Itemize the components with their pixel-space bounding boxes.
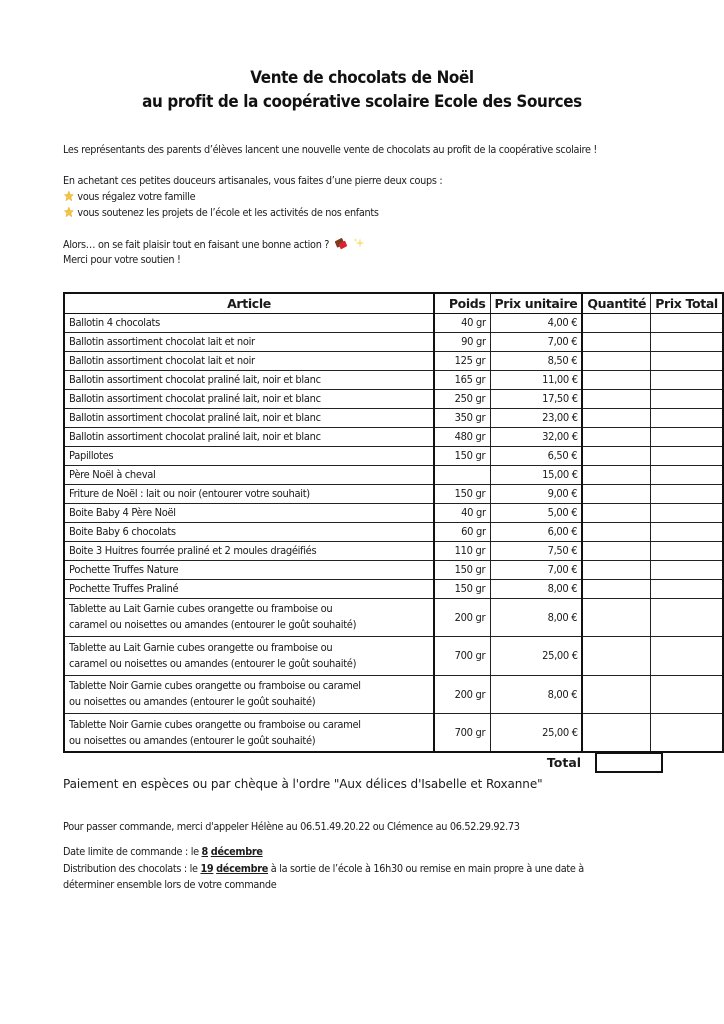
order-deadline: Date limite de commande : le 8 décembre (63, 845, 263, 858)
table-row (64, 579, 723, 598)
quantity-cell[interactable] (582, 579, 650, 598)
payment-info: Paiement en espèces ou par chèque à l'ordre "Aux délices d'Isabelle et Roxanne" (63, 777, 543, 791)
unit-price: 23,00 € (541, 411, 578, 424)
distribution-info-line2: déterminer ensemble lors de votre commande (63, 878, 277, 891)
total-price-cell[interactable] (651, 598, 723, 637)
order-table (63, 292, 724, 753)
weight: 700 gr (454, 726, 486, 739)
total-price-cell[interactable] (651, 675, 723, 714)
article-name: Ballotin assortiment chocolat praliné lait, noir et blanc (69, 373, 321, 386)
total-price-cell[interactable] (651, 560, 723, 579)
unit-price: 7,50 € (547, 544, 578, 557)
benefit-item-2 (63, 206, 379, 219)
table-row (64, 332, 723, 351)
col-header-quantite: Quantité (582, 293, 650, 313)
unit-price: 17,50 € (541, 392, 578, 405)
distribution-month: décembre (216, 862, 269, 875)
quantity-cell[interactable] (582, 389, 650, 408)
weight: 90 gr (460, 335, 486, 348)
star-icon (63, 190, 75, 202)
benefit-text: vous régalez votre famille (77, 190, 196, 203)
quantity-cell[interactable] (582, 370, 650, 389)
article-name: Ballotin assortiment chocolat praliné lait, noir et blanc (69, 411, 321, 424)
quantity-cell[interactable] (582, 541, 650, 560)
weight: 150 gr (454, 582, 486, 595)
sparkles-icon (354, 237, 366, 250)
quantity-cell[interactable] (582, 465, 650, 484)
table-row (64, 465, 723, 484)
table-row (64, 522, 723, 541)
col-header-prix-total: Prix Total (651, 293, 723, 313)
distribution-info: Distribution des chocolats : le 19 décembre à la sortie de l’école à 16h30 ou remise en main propre à une date à (63, 862, 584, 875)
quantity-cell[interactable] (582, 446, 650, 465)
deadline-month: décembre (210, 845, 263, 858)
weight: 200 gr (454, 610, 486, 624)
weight: 60 gr (460, 525, 486, 538)
table-row (64, 503, 723, 522)
unit-price: 6,50 € (547, 449, 578, 462)
weight: 150 gr (454, 449, 486, 462)
total-price-cell[interactable] (651, 714, 723, 753)
total-price-cell[interactable] (651, 446, 723, 465)
weight: 200 gr (454, 687, 486, 701)
table-row (64, 541, 723, 560)
total-price-cell[interactable] (651, 313, 723, 332)
quantity-cell[interactable] (582, 637, 650, 676)
quantity-cell[interactable] (582, 427, 650, 446)
article-name: Tablette au Lait Garnie cubes orangette ou framboise ou caramel ou noisettes ou amandes (entourer le goût souhaité) (69, 640, 357, 670)
weight: 40 gr (460, 316, 486, 329)
article-name: Ballotin assortiment chocolat praliné lait, noir et blanc (69, 392, 321, 405)
quantity-cell[interactable] (582, 675, 650, 714)
unit-price: 15,00 € (541, 468, 578, 481)
quantity-cell[interactable] (582, 332, 650, 351)
article-name: Boite 3 Huitres fourrée praliné et 2 moules dragéifiés (69, 544, 317, 557)
quantity-cell[interactable] (582, 598, 650, 637)
col-header-prix-unitaire: Prix unitaire (490, 293, 582, 313)
table-row (64, 389, 723, 408)
weight: 165 gr (454, 373, 486, 386)
article-name: Pochette Truffes Nature (69, 563, 179, 576)
unit-price: 7,00 € (547, 563, 578, 576)
quantity-cell[interactable] (582, 313, 650, 332)
table-row (64, 714, 723, 753)
weight: 250 gr (454, 392, 486, 405)
article-name: Papillotes (69, 449, 114, 462)
weight: 150 gr (454, 563, 486, 576)
total-price-cell[interactable] (651, 389, 723, 408)
total-price-cell[interactable] (651, 637, 723, 676)
table-header-row (64, 293, 723, 313)
unit-price: 7,00 € (547, 335, 578, 348)
total-price-cell[interactable] (651, 351, 723, 370)
weight: 480 gr (454, 430, 486, 443)
quantity-cell[interactable] (582, 522, 650, 541)
total-price-cell[interactable] (651, 427, 723, 446)
page-title-line1: Vente de chocolats de Noël (250, 68, 474, 87)
page-title-line2: au profit de la coopérative scolaire Ecole des Sources (142, 92, 582, 111)
grand-total-field[interactable] (595, 753, 663, 773)
benefit-text: vous soutenez les projets de l’école et les activités de nos enfants (77, 206, 379, 219)
table-row (64, 313, 723, 332)
article-name: Père Noël à cheval (69, 468, 156, 481)
table-row (64, 560, 723, 579)
chocolate-bar-icon (335, 237, 349, 250)
thanks-text: Merci pour votre soutien ! (63, 253, 181, 266)
total-price-cell[interactable] (651, 522, 723, 541)
total-price-cell[interactable] (651, 579, 723, 598)
weight: 150 gr (454, 487, 486, 500)
total-price-cell[interactable] (651, 503, 723, 522)
article-name: Ballotin 4 chocolats (69, 316, 160, 329)
benefit-item-1 (63, 190, 195, 203)
distribution-day: 19 (200, 862, 214, 875)
contact-info: Pour passer commande, merci d'appeler Hélène au 06.51.49.20.22 ou Clémence au 06.52.29.92.73 (63, 820, 520, 833)
table-row (64, 370, 723, 389)
quantity-cell[interactable] (582, 351, 650, 370)
article-name: Tablette au Lait Garnie cubes orangette ou framboise ou caramel ou noisettes ou amandes (entourer le goût souhaité) (69, 602, 357, 632)
weight: 125 gr (454, 354, 486, 367)
intro-paragraph: Les représentants des parents d’élèves lancent une nouvelle vente de chocolats au profit de la coopérative scolaire ! (63, 143, 597, 156)
unit-price: 6,00 € (547, 525, 578, 538)
weight: 350 gr (454, 411, 486, 424)
unit-price: 25,00 € (541, 649, 578, 663)
article-name: Ballotin assortiment chocolat lait et noir (69, 354, 255, 367)
col-header-poids: Poids (434, 293, 490, 313)
table-row (64, 351, 723, 370)
total-price-cell[interactable] (651, 541, 723, 560)
unit-price: 5,00 € (547, 506, 578, 519)
total-price-cell[interactable] (651, 332, 723, 351)
total-price-cell[interactable] (651, 408, 723, 427)
grand-total-label: Total (546, 755, 582, 770)
quantity-cell[interactable] (582, 484, 650, 503)
total-price-cell[interactable] (651, 370, 723, 389)
total-price-cell[interactable] (651, 484, 723, 503)
intro-benefits-lead: En achetant ces petites douceurs artisanales, vous faites d’une pierre deux coups : (63, 174, 443, 187)
article-name: Ballotin assortiment chocolat praliné lait, noir et blanc (69, 430, 321, 443)
table-row (64, 598, 723, 637)
table-row (64, 637, 723, 676)
article-name: Ballotin assortiment chocolat lait et noir (69, 335, 255, 348)
deadline-day: 8 (201, 845, 209, 858)
article-name: Tablette Noir Garnie cubes orangette ou framboise ou caramel ou noisettes ou amandes (entourer le goût souhaité) (69, 717, 361, 747)
unit-price: 11,00 € (541, 373, 578, 386)
article-name: Boite Baby 4 Père Noël (69, 506, 176, 519)
article-name: Pochette Truffes Praliné (69, 582, 179, 595)
unit-price: 8,50 € (547, 354, 578, 367)
quantity-cell[interactable] (582, 408, 650, 427)
weight: 700 gr (454, 649, 486, 663)
col-header-article: Article (64, 293, 434, 313)
star-icon (63, 206, 75, 218)
article-name: Friture de Noël : lait ou noir (entourer votre souhait) (69, 487, 310, 500)
call-to-action (63, 237, 365, 251)
quantity-cell[interactable] (582, 503, 650, 522)
total-price-cell[interactable] (651, 465, 723, 484)
weight: 40 gr (460, 506, 486, 519)
unit-price: 8,00 € (547, 687, 578, 701)
table-row (64, 446, 723, 465)
unit-price: 8,00 € (547, 610, 578, 624)
article-name: Tablette Noir Garnie cubes orangette ou framboise ou caramel ou noisettes ou amandes (entourer le goût souhaité) (69, 679, 361, 709)
cta-text: Alors… on se fait plaisir tout en faisant une bonne action ? (63, 238, 330, 251)
weight: 110 gr (454, 544, 486, 557)
quantity-cell[interactable] (582, 560, 650, 579)
table-row (64, 408, 723, 427)
table-row (64, 427, 723, 446)
grand-total-row (533, 753, 663, 773)
unit-price: 32,00 € (541, 430, 578, 443)
unit-price: 4,00 € (547, 316, 578, 329)
unit-price: 8,00 € (547, 582, 578, 595)
table-row (64, 484, 723, 503)
article-name: Boite Baby 6 chocolats (69, 525, 176, 538)
table-row (64, 675, 723, 714)
unit-price: 9,00 € (547, 487, 578, 500)
quantity-cell[interactable] (582, 714, 650, 753)
unit-price: 25,00 € (541, 726, 578, 739)
